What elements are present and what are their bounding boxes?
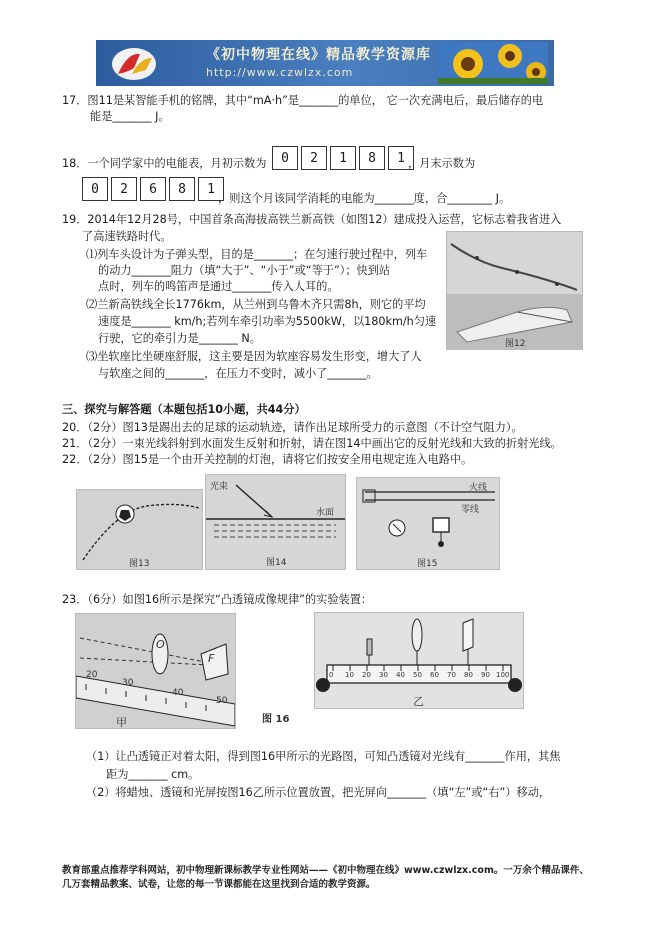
- lens-center-label: O: [156, 638, 165, 651]
- bench-tick: 20: [362, 671, 371, 679]
- q19-p1b: 的动力_______阻力（填“大于”、“小于”或“等于”）；快到站: [98, 264, 391, 277]
- meter-digit: 8: [169, 177, 195, 201]
- q19-p3b: 与软座之间的_______，在压力不变时，减小了_______。: [98, 367, 378, 380]
- meter-start-reading: [272, 146, 417, 170]
- q20-text: 20．（2分）图13是踢出去的足球的运动轨迹，请作出足球所受力的示意图（不计空气阻力）。: [62, 421, 523, 434]
- bench-tick: 10: [345, 671, 354, 679]
- bench-tick: 50: [413, 671, 422, 679]
- bench-tick: 60: [430, 671, 439, 679]
- q23-s1b: 距为_______ cm。: [106, 768, 200, 781]
- q23-s2: （2）将蜡烛、透镜和光屏按图16乙所示位置放置，把光屏向_______（填“左”或“右”）移动，: [86, 786, 551, 799]
- banner-title: 《初中物理在线》精品教学资源库: [206, 47, 431, 63]
- figure-15-caption: 图15: [417, 559, 438, 569]
- q22-text: 22．（2分）图15是一个由开关控制的灯泡，请将它们按安全用电规定连入电路中。: [62, 453, 473, 466]
- figure-14-caption: 图14: [266, 558, 287, 568]
- figure-15-neutral-label: 零线: [461, 505, 480, 515]
- meter-end-reading: [82, 177, 227, 201]
- bench-tick: 40: [396, 671, 405, 679]
- bench-tick: 100: [496, 671, 510, 679]
- q19-p1c: 点时，列车的鸣笛声是通过_______传入人耳的。: [98, 280, 339, 293]
- bench-tick: 90: [481, 671, 490, 679]
- q19-p2a: ⑵兰新高铁线全长1776km，从兰州到乌鲁木齐只需8h，则它的平均: [86, 298, 426, 311]
- figure-16-jia-caption: 甲: [116, 716, 127, 729]
- footer-line2: 几万套精品教案、试卷，让您的每一节课都能在这里找到合适的教学资源。: [62, 879, 376, 890]
- figure-14: [205, 474, 346, 570]
- q19-p3a: ⑶坐软座比坐硬座舒服，这主要是因为软座容易发生形变，增大了人: [86, 350, 422, 363]
- meter-digit: 1: [388, 146, 414, 170]
- ruler-jia-tick: 30: [122, 678, 134, 688]
- q21-text: 21．（2分）一束光线斜射到水面发生反射和折射，请在图14中画出它的反射光线和大致的折射光线。: [62, 437, 562, 450]
- focus-point-label: F: [208, 652, 215, 665]
- meter-digit: 6: [140, 177, 166, 201]
- q18-line2: ，则这个月该同学消耗的电能为_______度，合________ J。: [218, 192, 511, 205]
- bench-tick: 80: [464, 671, 473, 679]
- site-logo-icon: [110, 44, 158, 82]
- ruler-jia-tick: 40: [172, 688, 184, 698]
- figure-13: [76, 489, 203, 570]
- q19-line1: 19．2014年12月28号，中国首条高海拔高铁兰新高铁（如图12）建成投入运营，它标志着我省进入: [62, 213, 562, 226]
- meter-digit: 8: [359, 146, 385, 170]
- q19-p1a: ⑴列车头设计为子弹头型，目的是_______；在匀速行驶过程中，列车: [86, 248, 428, 261]
- q18-line1a: 18．一个同学家中的电能表，月初示数为: [62, 157, 267, 170]
- bench-tick: 30: [379, 671, 388, 679]
- q19-line2: 了高速铁路时代。: [82, 230, 172, 243]
- railway-map-photo: [447, 232, 582, 349]
- ruler-jia-tick: 50: [216, 696, 228, 706]
- figure-12: [446, 231, 583, 350]
- q23-s1a: （1）让凸透镜正对着太阳，得到图16甲所示的光路图，可知凸透镜对光线有_______作用，其焦: [86, 750, 561, 763]
- figure-16-yi-caption: 乙: [413, 695, 424, 708]
- meter-digit: 1: [198, 177, 224, 201]
- meter-digit: 1: [330, 146, 356, 170]
- figure-15: [356, 477, 500, 570]
- figure-15-live-label: 火线: [469, 483, 488, 493]
- meter-digit: 2: [111, 177, 137, 201]
- header-banner: [96, 40, 554, 86]
- q23-title: 23．（6分）如图16所示是探究“凸透镜成像规律”的实验装置：: [62, 593, 373, 606]
- bench-tick: 0: [329, 671, 334, 679]
- q18-line1b: ，月末示数为: [408, 157, 476, 170]
- figure-16-caption: 图 16: [262, 714, 290, 725]
- bench-tick: 70: [447, 671, 456, 679]
- ruler-jia-tick: 20: [86, 670, 98, 680]
- figure-13-caption: 图13: [129, 559, 150, 569]
- q17-line1: 17．图11是某智能手机的铭牌，其中“mA·h”是_______的单位， 它一次充满电后，最后储存的电: [62, 94, 544, 107]
- banner-url: http://www.czwlzx.com: [206, 66, 354, 79]
- figure-14-water-label: 水面: [316, 508, 335, 518]
- meter-digit: 2: [301, 146, 327, 170]
- meter-digit: 0: [272, 146, 298, 170]
- figure-16-jia: [75, 613, 236, 729]
- figure-16-yi: [314, 612, 524, 709]
- meter-digit: 0: [82, 177, 108, 201]
- q19-p2c: 行驶，它的牵引力是_______ N。: [98, 332, 261, 345]
- figure-12-caption: 图12: [505, 339, 526, 349]
- sunflower-image-icon: [438, 42, 548, 84]
- q17-line2: 能是_______ J。: [90, 110, 170, 123]
- section-3-title: 三、探究与解答题（本题包括10小题，共44分）: [62, 403, 306, 416]
- figure-14-beam-label: 光束: [210, 482, 229, 492]
- footer-line1: 教育部重点推荐学科网站，初中物理新课标教学专业性网站——《初中物理在线》www.czwlzx.com。一万余个精品课件、: [62, 865, 589, 876]
- convex-lens-focus-diagram: [76, 614, 235, 728]
- q19-p2b: 速度是_______ km/h;若列车牵引功率为5500kW，以180km/h匀速: [98, 315, 437, 328]
